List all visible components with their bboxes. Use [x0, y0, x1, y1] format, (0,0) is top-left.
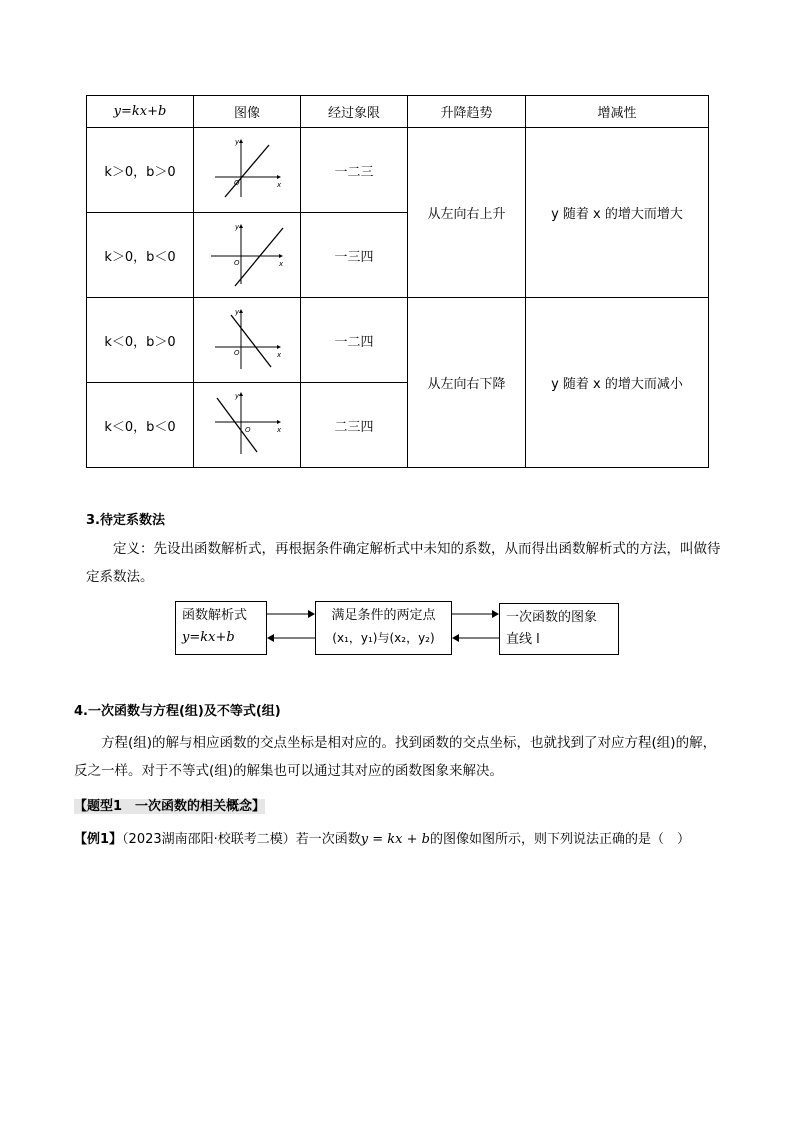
trend-decreasing-cell: 从左向右下降 [408, 298, 526, 468]
svg-text:y: y [235, 308, 240, 316]
condition-cell: k＜0，b＞0 [87, 298, 194, 383]
flow-box-line: 一次函数的图象 直线 l [499, 603, 619, 655]
section3-title: 3.待定系数法 [86, 513, 165, 528]
quadrants-cell: 二三四 [301, 383, 408, 468]
example-text-after: 的图像如图所示，则下列说法正确的是（ ） [429, 832, 690, 847]
example-formula: y = kx + b [360, 832, 430, 847]
example-text-before: 若一次函数 [295, 832, 361, 847]
trend-increasing-cell: 从左向右上升 [408, 128, 526, 298]
quadrants-cell: 一二三 [301, 128, 408, 213]
mono-decreasing-cell: y 随着 x 的增大而减小 [526, 298, 709, 468]
quadrants-cell: 一三四 [301, 213, 408, 298]
condition-cell: k＞0，b＞0 [87, 128, 194, 213]
example-source: （2023湖南邵阳·校联考二模） [122, 832, 296, 847]
header-monotonicity: 增减性 [526, 96, 709, 128]
condition-cell: k＜0，b＜0 [87, 383, 194, 468]
topic-heading [74, 795, 265, 814]
header-trend: 升降趋势 [408, 96, 526, 128]
example-label: 【例1】 [74, 832, 123, 847]
flow-box-formula: 函数解析式 y=kx+b [175, 601, 267, 655]
section3-definition: 定义：先设出函数解析式，再根据条件确定解析式中未知的系数，从而得出函数解析式的方法，叫做待定系数法。 [86, 541, 721, 585]
svg-text:x: x [277, 426, 282, 434]
svg-text:x: x [277, 181, 282, 189]
quadrants-cell: 一二四 [301, 298, 408, 383]
svg-text:y: y [235, 392, 240, 400]
svg-text:O: O [245, 426, 251, 434]
svg-text:y: y [235, 138, 240, 146]
svg-text:O: O [234, 349, 240, 357]
flow-box-points: 满足条件的两定点 (x₁，y₁)与(x₂，y₂) [315, 601, 452, 655]
header-graph: 图像 [194, 96, 301, 128]
mono-increasing-cell: y 随着 x 的增大而增大 [526, 128, 709, 298]
section4-body: 方程(组)的解与相应函数的交点坐标是相对应的。找到函数的交点坐标，也就找到了对应方程(组)的解，反之一样。对于不等式(组)的解集也可以通过其对应的函数图象来解决。 [74, 735, 717, 779]
svg-text:O: O [234, 259, 240, 267]
topic-label: 【题型1 一次函数的相关概念】 [74, 799, 266, 814]
header-formula: y=kx+b [87, 96, 194, 128]
svg-text:y: y [235, 223, 240, 231]
svg-text:O: O [234, 179, 240, 187]
condition-cell: k＞0，b＜0 [87, 213, 194, 298]
section4-title: 4.一次函数与方程(组)及不等式(组) [74, 704, 281, 719]
svg-text:x: x [277, 351, 282, 359]
header-quadrants: 经过象限 [301, 96, 408, 128]
example-question [74, 828, 690, 847]
svg-text:x: x [279, 260, 284, 268]
